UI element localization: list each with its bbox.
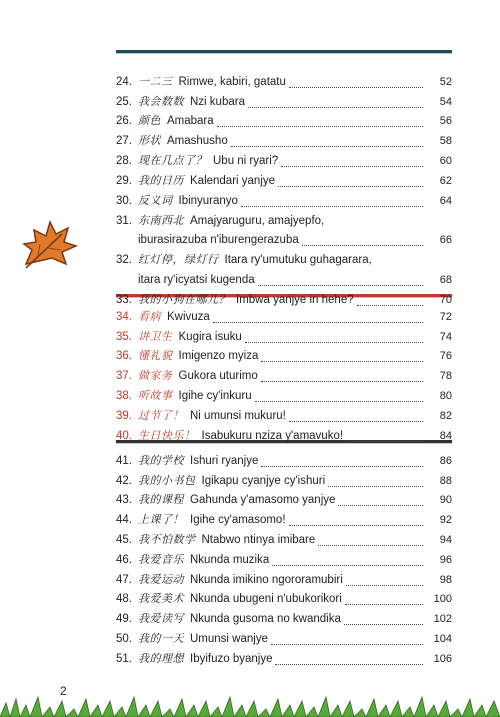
section-divider-top bbox=[116, 50, 452, 54]
toc-entry bbox=[116, 590, 452, 610]
entry-title-kinyarwanda: Ishuri ryanjye bbox=[190, 454, 259, 467]
dot-leader bbox=[272, 565, 423, 566]
entry-title bbox=[138, 589, 342, 609]
entry-number: 35. bbox=[116, 330, 132, 343]
entry-page-number: 76 bbox=[439, 350, 452, 363]
toc-entry bbox=[116, 191, 452, 211]
toc-entry-continued bbox=[116, 231, 452, 251]
entry-title-kinyarwanda: Isabukuru nziza y'amavuko! bbox=[201, 429, 344, 442]
entry-title-kinyarwanda: Imbwa yanjye iri hehe? bbox=[236, 293, 354, 306]
toc-entry bbox=[116, 570, 452, 590]
autumn-leaf-icon bbox=[18, 214, 80, 276]
entry-title-chinese: 我的学校 bbox=[138, 453, 184, 467]
entry-title-kinyarwanda: Itara ry'umutuku guhagarara, bbox=[224, 254, 372, 267]
entry-page-number: 86 bbox=[439, 454, 452, 467]
entry-title-kinyarwanda: Kugira isuku bbox=[178, 330, 242, 343]
entry-title bbox=[138, 451, 258, 471]
dot-leader bbox=[302, 245, 423, 246]
entry-number: 27. bbox=[116, 135, 132, 148]
entry-page-number: 54 bbox=[439, 95, 452, 108]
entry-title-chinese: 我会数数 bbox=[138, 94, 184, 108]
entry-page-number: 82 bbox=[439, 409, 452, 422]
toc-entry bbox=[116, 426, 452, 446]
toc-entry bbox=[116, 491, 452, 511]
dot-leader bbox=[289, 421, 423, 422]
dot-leader bbox=[258, 285, 423, 286]
entry-number: 45. bbox=[116, 533, 132, 546]
entry-title bbox=[138, 211, 324, 231]
toc-entry bbox=[116, 92, 452, 112]
entry-title-kinyarwanda: Gahunda y'amasomo yanjye bbox=[190, 494, 336, 507]
entry-title bbox=[138, 111, 214, 131]
toc-entry bbox=[116, 131, 452, 151]
entry-number: 37. bbox=[116, 370, 132, 383]
entry-number: 31. bbox=[116, 214, 132, 227]
entry-title-kinyarwanda: Amajyaruguru, amajyepfo, bbox=[190, 214, 325, 227]
entry-page-number: 62 bbox=[439, 174, 452, 187]
entry-title-kinyarwanda: Imigenzo myiza bbox=[178, 350, 259, 363]
entry-page-number: 68 bbox=[439, 274, 452, 287]
entry-number: 44. bbox=[116, 514, 132, 527]
entry-number: 43. bbox=[116, 494, 132, 507]
toc-entry bbox=[116, 307, 452, 327]
entry-number: 40. bbox=[116, 429, 132, 442]
dot-leader bbox=[261, 381, 423, 382]
dot-leader bbox=[344, 624, 423, 625]
entry-title-kinyarwanda: Gukora uturimo bbox=[178, 370, 258, 383]
entry-page-number: 106 bbox=[433, 652, 452, 665]
dot-leader bbox=[261, 466, 423, 467]
entry-title-chinese: 懂礼貌 bbox=[138, 349, 173, 363]
dot-leader bbox=[217, 126, 423, 127]
entry-title-chinese: 做家务 bbox=[138, 369, 173, 383]
entry-page-number: 94 bbox=[439, 533, 452, 546]
entry-page-number: 102 bbox=[433, 613, 452, 626]
dot-leader bbox=[289, 525, 423, 526]
entry-page-number: 70 bbox=[439, 293, 452, 306]
entry-title-kinyarwanda: Ntabwo ntinya imibare bbox=[201, 533, 316, 546]
entry-page-number: 100 bbox=[433, 593, 452, 606]
toc-entry bbox=[116, 629, 452, 649]
entry-page-number: 80 bbox=[439, 389, 452, 402]
entry-number: 32. bbox=[116, 254, 132, 267]
entry-page-number: 78 bbox=[439, 370, 452, 383]
entry-page-number: 96 bbox=[439, 553, 452, 566]
entry-title-chinese: 我的小狗在哪儿？ bbox=[138, 292, 230, 306]
entry-title-kinyarwanda: Nkunda gusoma no kwandika bbox=[190, 613, 341, 626]
entry-number: 34. bbox=[116, 310, 132, 323]
toc-entry bbox=[116, 471, 452, 491]
entry-title bbox=[138, 250, 372, 270]
entry-title bbox=[138, 530, 315, 550]
dot-leader bbox=[346, 441, 423, 442]
dot-leader bbox=[345, 604, 423, 605]
entry-title-kinyarwanda: Kalendari yanjye bbox=[190, 174, 276, 187]
entry-title-chinese: 我的一天 bbox=[138, 631, 184, 645]
entry-title-kinyarwanda: Amabara bbox=[167, 115, 214, 128]
entry-title bbox=[138, 366, 258, 386]
dot-leader bbox=[241, 206, 423, 207]
entry-number: 33. bbox=[116, 293, 132, 306]
entry-title bbox=[138, 151, 278, 171]
toc-entry bbox=[116, 112, 452, 132]
toc-entry bbox=[116, 550, 452, 570]
dot-leader bbox=[278, 186, 423, 187]
dot-leader bbox=[338, 505, 423, 506]
toc-entry bbox=[116, 151, 452, 171]
page-number: 2 bbox=[60, 684, 67, 698]
entry-title-kinyarwanda: Nzi kubara bbox=[190, 95, 245, 108]
entry-title bbox=[138, 327, 242, 347]
dot-leader bbox=[213, 322, 423, 323]
dot-leader bbox=[346, 585, 423, 586]
entry-page-number: 88 bbox=[439, 474, 452, 487]
entry-title bbox=[138, 72, 286, 92]
entry-title-kinyarwanda: Ibyifuzo byanjye bbox=[190, 652, 273, 665]
entry-title-kinyarwanda: Ibinyuranyo bbox=[178, 194, 238, 207]
entry-title bbox=[138, 570, 343, 590]
toc-entry bbox=[116, 171, 452, 191]
entry-number: 49. bbox=[116, 613, 132, 626]
entry-title-chinese: 我爱读写 bbox=[138, 612, 184, 626]
entry-title-chinese: 我爱美术 bbox=[138, 592, 184, 606]
entry-title bbox=[138, 550, 269, 570]
entry-page-number: 56 bbox=[439, 115, 452, 128]
toc-entry bbox=[116, 649, 452, 669]
entry-title-chinese: 颜色 bbox=[138, 114, 161, 128]
entry-number: 25. bbox=[116, 95, 132, 108]
entry-number: 47. bbox=[116, 573, 132, 586]
entry-title-chinese: 反义词 bbox=[138, 193, 173, 207]
entry-title bbox=[138, 426, 343, 446]
entry-title-kinyarwanda-line2: itara ry'icyatsi kugenda bbox=[138, 274, 255, 287]
toc-entry bbox=[116, 366, 452, 386]
entry-page-number: 64 bbox=[439, 194, 452, 207]
entry-title-chinese: 生日快乐！ bbox=[138, 428, 196, 442]
entry-title bbox=[138, 609, 341, 629]
entry-title bbox=[138, 346, 258, 366]
entry-title-kinyarwanda: Amashusho bbox=[167, 135, 228, 148]
toc-entry bbox=[116, 406, 452, 426]
entry-title bbox=[138, 307, 210, 327]
entry-page-number: 84 bbox=[439, 429, 452, 442]
entry-page-number: 92 bbox=[439, 514, 452, 527]
entry-title bbox=[138, 171, 275, 191]
dot-leader bbox=[245, 342, 423, 343]
toc-entry bbox=[116, 72, 452, 92]
entry-page-number: 72 bbox=[439, 310, 452, 323]
dot-leader bbox=[248, 107, 423, 108]
entry-page-number: 66 bbox=[439, 234, 452, 247]
entry-number: 42. bbox=[116, 474, 132, 487]
entry-title-chinese: 形状 bbox=[138, 134, 161, 148]
grass-border-decoration bbox=[0, 695, 500, 717]
dot-leader bbox=[318, 545, 423, 546]
entry-title-kinyarwanda-line2: iburasirazuba n'iburengerazuba bbox=[138, 234, 299, 247]
entry-title-kinyarwanda: Umunsi wanjye bbox=[190, 632, 268, 645]
entry-number: 24. bbox=[116, 75, 132, 88]
entry-page-number: 74 bbox=[439, 330, 452, 343]
entry-number: 41. bbox=[116, 454, 132, 467]
toc-entry bbox=[116, 250, 452, 270]
entry-title-chinese: 我的日历 bbox=[138, 173, 184, 187]
entry-number: 36. bbox=[116, 350, 132, 363]
dot-leader bbox=[275, 664, 423, 665]
entry-title-chinese: 我的理想 bbox=[138, 651, 184, 665]
entry-page-number: 98 bbox=[439, 573, 452, 586]
toc-section-3 bbox=[116, 451, 452, 669]
toc-entry bbox=[116, 451, 452, 471]
entry-title-chinese: 我爱运动 bbox=[138, 572, 184, 586]
entry-title bbox=[138, 406, 286, 426]
entry-title bbox=[138, 510, 286, 530]
toc-entry bbox=[116, 609, 452, 629]
entry-title bbox=[138, 629, 268, 649]
entry-number: 46. bbox=[116, 553, 132, 566]
dot-leader bbox=[255, 401, 423, 402]
entry-page-number: 58 bbox=[439, 135, 452, 148]
entry-page-number: 90 bbox=[439, 494, 452, 507]
entry-title-kinyarwanda: Igihe cy'amasomo! bbox=[190, 514, 286, 527]
entry-title-chinese: 现在几点了？ bbox=[138, 153, 207, 167]
dot-leader bbox=[261, 361, 423, 362]
entry-title-kinyarwanda: Rimwe, kabiri, gatatu bbox=[178, 75, 286, 88]
entry-title-chinese: 我的课程 bbox=[138, 493, 184, 507]
entry-title bbox=[138, 471, 325, 491]
entry-title-chinese: 我爱音乐 bbox=[138, 552, 184, 566]
entry-title bbox=[138, 131, 228, 151]
toc-entry bbox=[116, 510, 452, 530]
entry-title bbox=[138, 649, 272, 669]
entry-title-chinese: 东南西北 bbox=[138, 213, 184, 227]
entry-title-kinyarwanda: Ni umunsi mukuru! bbox=[190, 409, 286, 422]
entry-title bbox=[138, 490, 335, 510]
entry-title bbox=[138, 92, 245, 112]
entry-title-kinyarwanda: Nkunda imikino ngororamubiri bbox=[190, 573, 343, 586]
entry-title bbox=[138, 386, 252, 406]
entry-number: 26. bbox=[116, 115, 132, 128]
toc-entry bbox=[116, 386, 452, 406]
entry-number: 29. bbox=[116, 174, 132, 187]
entry-number: 48. bbox=[116, 593, 132, 606]
toc-entry bbox=[116, 530, 452, 550]
entry-title-chinese: 看病 bbox=[138, 309, 161, 323]
dot-leader bbox=[281, 166, 423, 167]
entry-title-chinese: 过节了！ bbox=[138, 408, 184, 422]
entry-title-kinyarwanda: Nkunda muzika bbox=[190, 553, 270, 566]
dot-leader bbox=[231, 146, 423, 147]
entry-page-number: 52 bbox=[439, 75, 452, 88]
toc-entry bbox=[116, 327, 452, 347]
entry-title-chinese: 一二三 bbox=[138, 74, 173, 88]
entry-title-chinese: 讲卫生 bbox=[138, 329, 173, 343]
entry-title-kinyarwanda: Kwivuza bbox=[167, 310, 210, 323]
entry-title bbox=[138, 191, 238, 211]
dot-leader bbox=[328, 486, 423, 487]
dot-leader bbox=[357, 305, 423, 306]
toc-section-1 bbox=[116, 72, 452, 310]
toc-entry bbox=[116, 211, 452, 231]
entry-title-kinyarwanda: Ubu ni ryari? bbox=[213, 154, 279, 167]
entry-title-chinese: 听故事 bbox=[138, 388, 173, 402]
entry-title-chinese: 我的小书包 bbox=[138, 473, 196, 487]
entry-title-kinyarwanda: Nkunda ubugeni n'ubukorikori bbox=[190, 593, 342, 606]
entry-number: 51. bbox=[116, 652, 132, 665]
dot-leader bbox=[289, 87, 423, 88]
entry-title-chinese: 红灯停，绿灯行 bbox=[138, 253, 219, 267]
entry-title-chinese: 上课了！ bbox=[138, 513, 184, 527]
toc-entry-continued bbox=[116, 270, 452, 290]
entry-page-number: 60 bbox=[439, 154, 452, 167]
entry-number: 50. bbox=[116, 632, 132, 645]
dot-leader bbox=[271, 644, 423, 645]
entry-number: 28. bbox=[116, 154, 132, 167]
toc-section-2 bbox=[116, 307, 452, 446]
entry-title-kinyarwanda: Igikapu cyanjye cy'ishuri bbox=[201, 474, 326, 487]
entry-page-number: 104 bbox=[433, 632, 452, 645]
toc-entry bbox=[116, 347, 452, 367]
entry-number: 39. bbox=[116, 409, 132, 422]
entry-title-chinese: 我不怕数学 bbox=[138, 532, 196, 546]
entry-number: 38. bbox=[116, 389, 132, 402]
entry-title-kinyarwanda: Igihe cy'inkuru bbox=[178, 389, 252, 402]
entry-number: 30. bbox=[116, 194, 132, 207]
